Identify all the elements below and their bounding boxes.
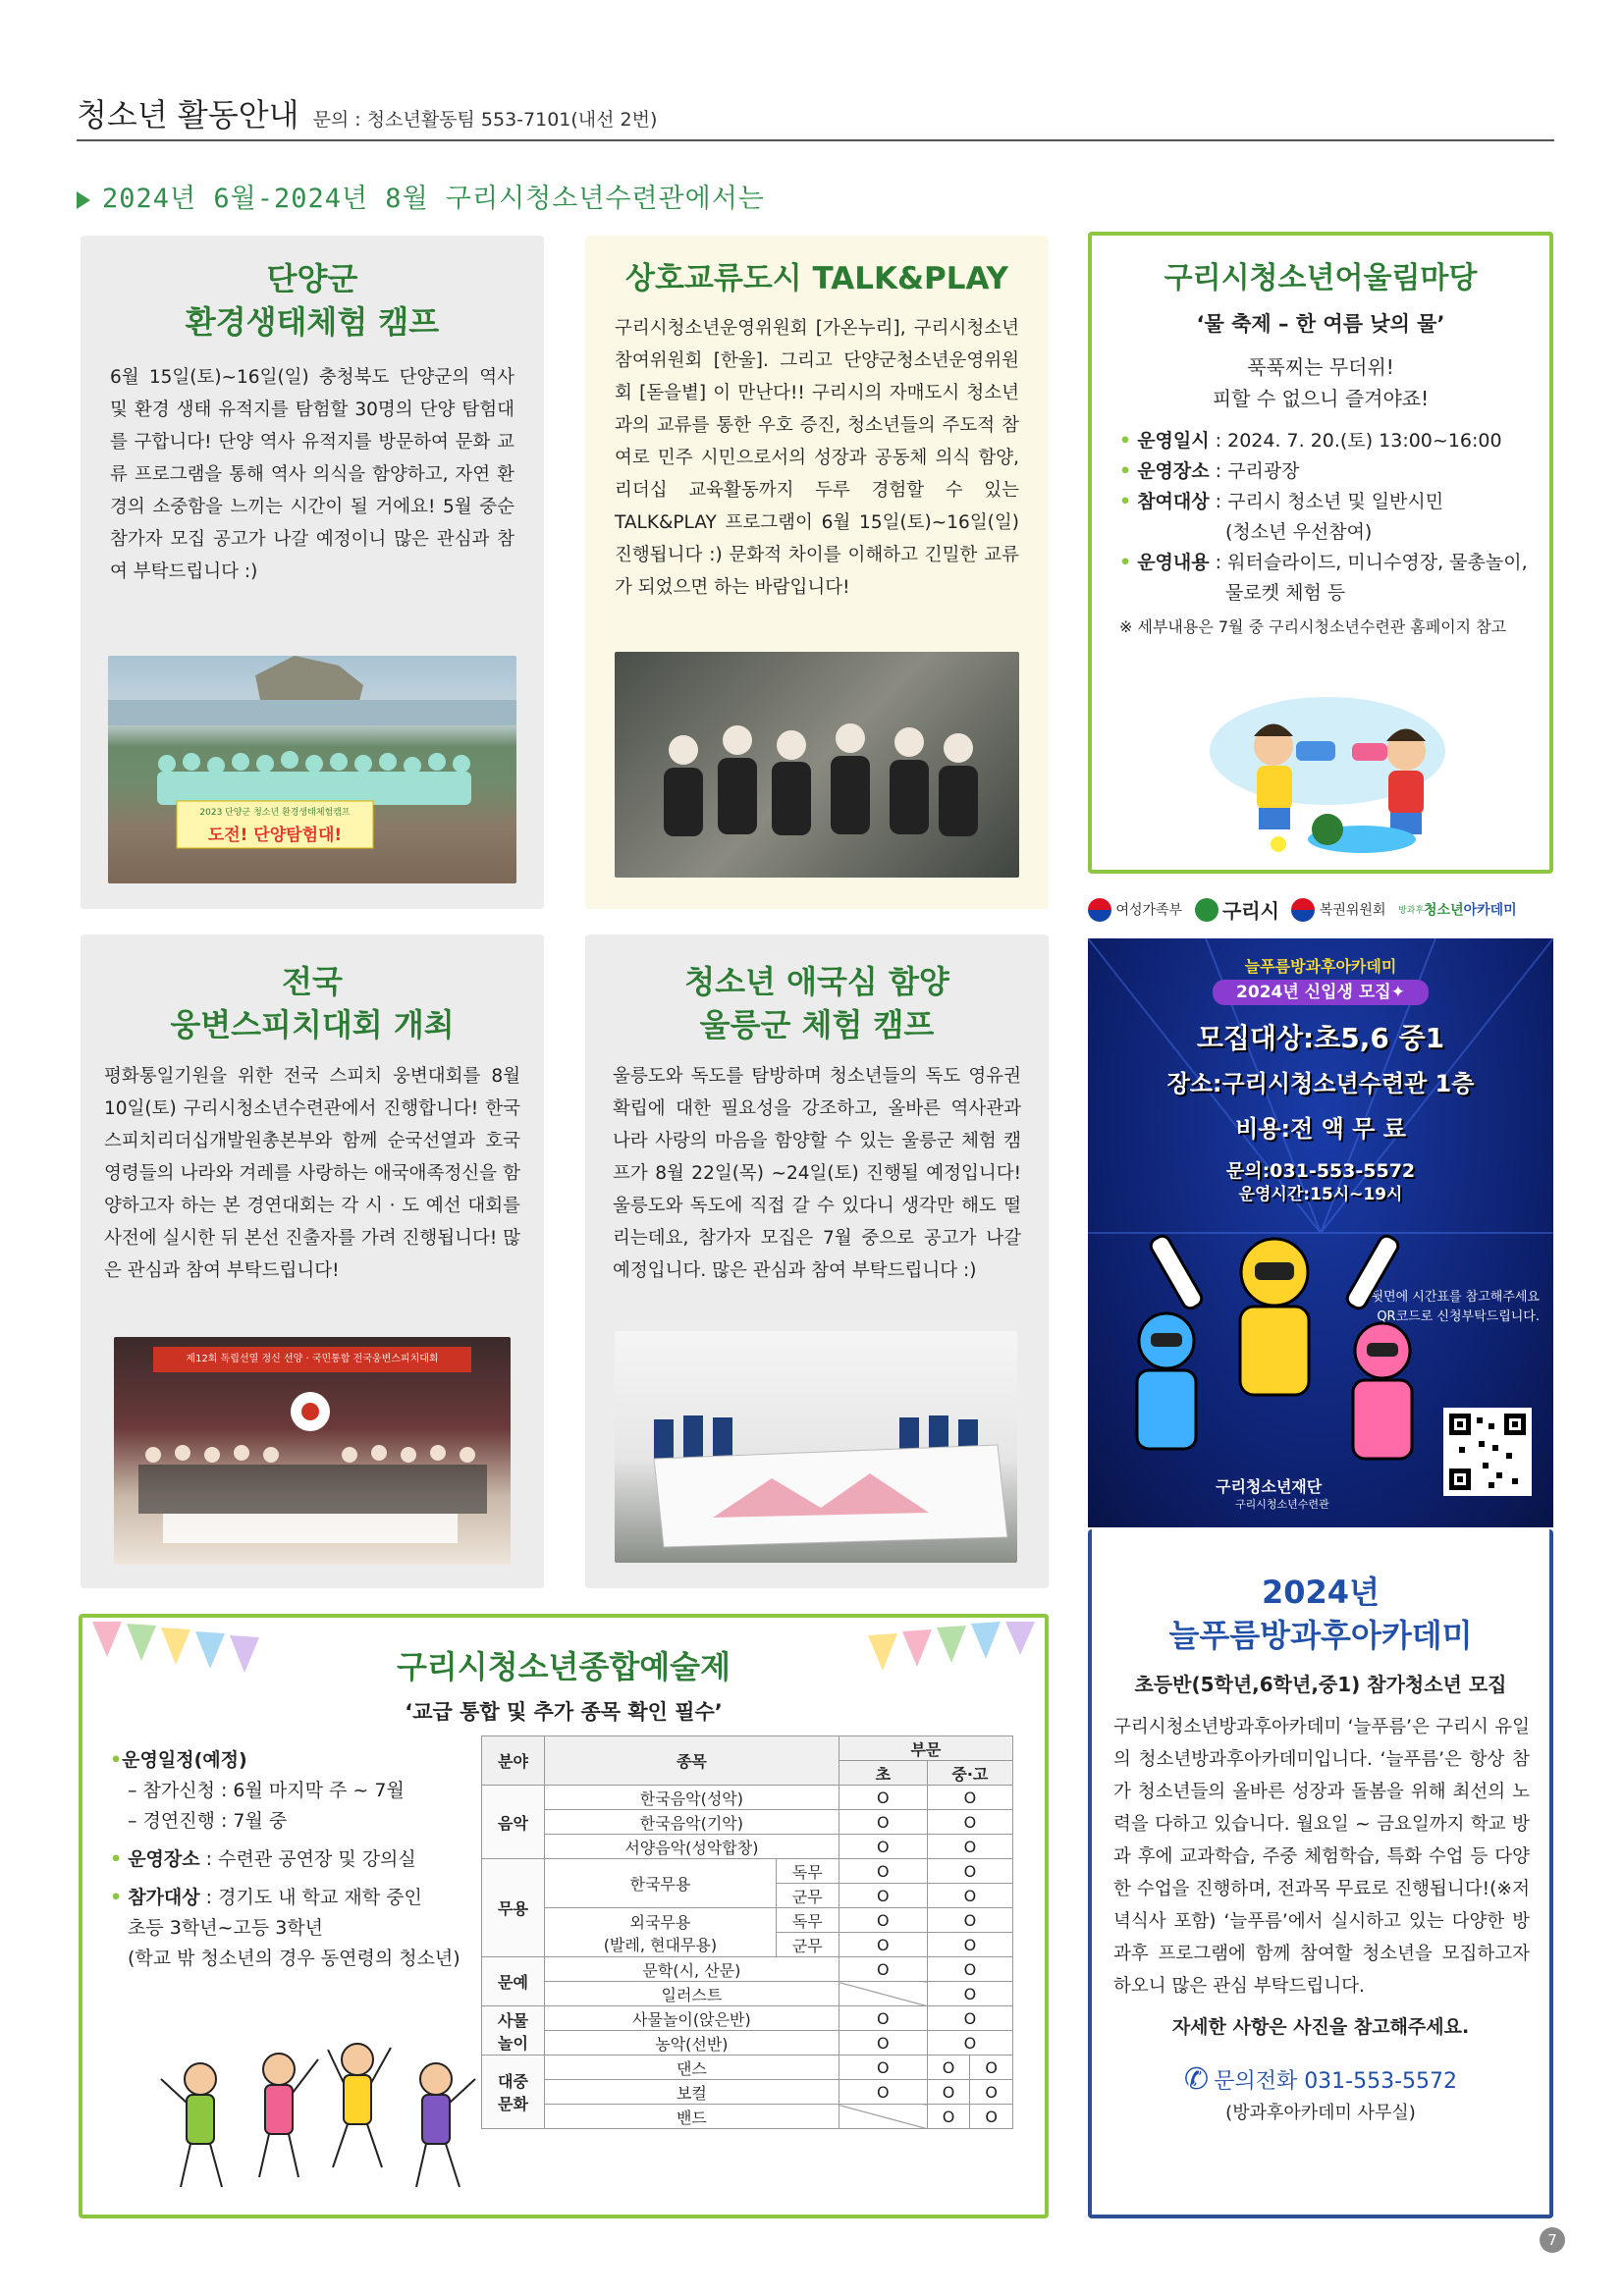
o-mark: O [927, 2031, 1012, 2056]
taegeuk-icon-2 [1291, 898, 1315, 922]
header-contact: 문의 : 청소년활동팀 553-7101(내선 2번) [312, 109, 658, 131]
logo-row [1088, 895, 1553, 933]
oullim-items [1119, 426, 1530, 637]
slogan-line-1: 푹푹찌는 무더위! [1247, 355, 1394, 379]
logo-guri: 구리시 [1221, 899, 1279, 923]
arts-info [110, 1745, 522, 1974]
table-row [482, 1982, 1013, 2006]
th-middle-high: 중·고 [927, 1761, 1012, 1786]
academy-title: 2024년 [1262, 1574, 1380, 1611]
slogan-line-2: 피할 수 없으니 즐겨야죠! [1212, 387, 1430, 410]
bunting-decoration [82, 1618, 1045, 1677]
danyang-title-2: 환경생태체험 캠프 [185, 303, 440, 341]
arts-target-2: 초등 3학년~고등 3학년 [128, 1917, 324, 1939]
ulleung-body: 울릉도와 독도를 탐방하며 청소년들의 독도 영유권 확립에 대한 필요성을 강조하고, 올바른 역사관과 나라 사랑의 마음을 함양할 수 있는 울릉군 체험 캠프가 8월 22일(목) ~24일(토) 진행될 예정입니다! 울릉도와 독도에 직접 갈 수 있다니 생각만 해도 떨리는데요, 참가자 모집은 7월 중으로 공고가 나갈 예정입니다. 많은 관심과 참여 부탁드립니다 :) [613, 1066, 1021, 1281]
poster-top1: 늘푸름방과후아카데미 [1244, 957, 1397, 976]
poster-brand-sub: 구리시청소년수련관 [1235, 1498, 1329, 1511]
speech-title-2: 웅변스피치대회 개최 [170, 1006, 455, 1043]
o-mark: O [839, 2080, 927, 2105]
o-mark: O [839, 1859, 927, 1884]
o-mark: O [927, 1908, 1012, 1933]
o-mark: O [839, 2031, 927, 2056]
o-mark: O [927, 2105, 970, 2129]
o-mark: O [927, 1810, 1012, 1835]
poster-target: 모집대상:초5,6 중1 [1196, 1022, 1445, 1054]
oullim-item-date: • 운영일시 : 2024. 7. 20.(토) 13:00~16:00 [1119, 430, 1502, 452]
th-elementary: 초 [839, 1761, 927, 1786]
academy-box [1088, 1529, 1553, 2218]
table-row [482, 1957, 1013, 1982]
academy-phone: 문의전화 031-553-5572 [1214, 2069, 1458, 2094]
oullim-item-content-sub: 물로켓 체험 등 [1225, 582, 1346, 604]
o-mark: O [970, 2056, 1013, 2080]
poster-hours: 운영시간:15시~19시 [1238, 1185, 1403, 1204]
sub-cell: 독무 [776, 1859, 839, 1884]
poster-brand: 구리청소년재단 [1216, 1477, 1323, 1496]
foreign-dance-2: (발레, 현대무용) [603, 1935, 718, 1954]
item-cell: 농악(선반) [545, 2031, 839, 2056]
item-cell: 일러스트 [545, 1982, 839, 2006]
cat-samul [482, 2006, 545, 2056]
empty-cell [839, 1982, 927, 2006]
oullim-slogan [1092, 351, 1549, 414]
item-cell: 한국무용 [545, 1859, 777, 1908]
academy-office: (방과후아카데미 사무실) [1225, 2103, 1416, 2123]
period-heading [77, 177, 765, 215]
academy-title-2: 늘푸름방과후아카데미 [1168, 1617, 1473, 1654]
o-mark: O [839, 1786, 927, 1810]
academy-body: 구리시청소년방과후아카데미 ‘늘푸름’은 구리시 유일의 청소년방과후아카데미입니다. ‘늘푸름’은 항상 참가 청소년들의 올바른 성장과 돌봄을 위해 최선의 노력을 다하고 있습니다. 월요일 ~ 금요일까지 학교 방과 후에 교과학습, 주중 체험학습, 특화 수업 등 다양한 수업을 진행하며, 전과목 무료로 진행됩니다!(※저녁식사 포함) ‘늘푸름’에서 실시하고 있는 다양한 방과후 프로그램에 함께 참여할 청소년을 모집하고자 하오니 많은 관심 부탁드립니다. [1113, 1717, 1530, 1997]
oullim-title: 구리시청소년어울림마당 [1164, 261, 1478, 295]
arts-box [79, 1614, 1049, 2218]
ulleung-box [585, 934, 1049, 1588]
qr-code-icon [1443, 1408, 1532, 1496]
academy-poster [1088, 938, 1553, 1527]
o-mark: O [839, 2006, 927, 2031]
header-title: 청소년 활동안내 [77, 96, 299, 133]
table-row [482, 2006, 1013, 2031]
o-mark: O [927, 1933, 1012, 1957]
oullim-item-place: • 운영장소 : 구리광장 [1119, 460, 1300, 482]
item-cell: 댄스 [545, 2056, 839, 2080]
oullim-subtitle: ‘물 축제 – 한 여름 낮의 물’ [1196, 312, 1445, 336]
o-mark: O [839, 1810, 927, 1835]
speech-title: 전국 [282, 963, 343, 1000]
o-mark: O [839, 1835, 927, 1859]
cat-pop-2: 문화 [498, 2095, 528, 2113]
arts-apply: – 참가신청 : 6월 마지막 주 ~ 7월 [128, 1780, 405, 1801]
sub-cell: 군무 [776, 1933, 839, 1957]
poster-cost: 비용:전 액 무 료 [1235, 1115, 1406, 1143]
ulleung-photo [615, 1331, 1017, 1563]
o-mark: O [927, 1957, 1012, 1982]
group-photo-drawing [615, 652, 1019, 878]
cat-popular [482, 2056, 545, 2129]
oullim-item-target: • 참여대상 : 구리시 청소년 및 일반시민 [1119, 491, 1444, 512]
oullim-item-content: • 운영내용 : 워터슬라이드, 미니수영장, 물총놀이, [1119, 552, 1528, 573]
arts-target-3: (학교 밖 청소년의 경우 동연령의 청소년) [128, 1948, 460, 1969]
cat-samul-2: 놀이 [498, 2033, 528, 2053]
o-mark: O [927, 1786, 1012, 1810]
o-mark: O [927, 1884, 1012, 1908]
item-cell: 서양음악(성악합창) [545, 1835, 839, 1859]
arts-subtitle: ‘교급 통합 및 추가 종목 확인 필수’ [405, 1700, 723, 1724]
item-cell: 문학(시, 산문) [545, 1957, 839, 1982]
taegeuk-icon [1088, 898, 1111, 922]
ulleung-title-2: 울릉군 체험 캠프 [699, 1006, 935, 1043]
o-mark: O [839, 1933, 927, 1957]
logo-academy-big: 청소년 [1424, 902, 1464, 919]
logo-academy: 아카데미 [1463, 902, 1517, 919]
page-header [77, 90, 1554, 141]
qr-pattern [1449, 1414, 1526, 1490]
table-row [482, 2105, 1013, 2129]
period-text: 2024년 6월-2024년 8월 구리시청소년수련관에서는 [102, 184, 765, 214]
o-mark: O [927, 1982, 1012, 2006]
camp-banner-small: 2023 단양군 청소년 환경생태체험캠프 [199, 808, 351, 818]
o-mark: O [970, 2080, 1013, 2105]
item-cell: 보컬 [545, 2080, 839, 2105]
talk-photo [615, 652, 1019, 878]
page-number: 7 [1540, 2227, 1565, 2253]
oullim-note: ※ 세부내용은 7월 중 구리시청소년수련관 홈페이지 참고 [1119, 617, 1507, 636]
talk-body: 구리시청소년운영위원회 [가온누리], 구리시청소년참여위원회 [한울]. 그리고 단양군청소년운영위원회 [돋을볕] 이 만난다!! 구리시의 자매도시 청소년과의 교류를 통한 우호 증진, 청소년들의 주도적 참여로 민주 시민으로서의 성장과 공동체 의식 함양, 리더십 교육활동까지 두루 경험할 수 있는 TALK&PLAY 프로그램이 6월 15일(토)~16일(일) 진행됩니다 :) 문화적 차이를 이해하고 긴밀한 교류가 되었으면 하는 바람입니다! [615, 318, 1019, 598]
arts-title: 구리시청소년종합예술제 [396, 1648, 731, 1685]
th-item: 종목 [545, 1736, 839, 1786]
phone-icon: ✆ [1183, 2062, 1210, 2097]
speech-photo [114, 1337, 511, 1565]
camp-photo-drawing [108, 656, 516, 883]
arts-target: • 참가대상 : 경기도 내 학교 재학 중인 [110, 1887, 422, 1908]
danyang-body: 6월 15일(토)~16일(일) 충청북도 단양군의 역사 및 환경 생태 유적지를 탐험할 30명의 단양 탐험대를 구합니다! 단양 역사 유적지를 방문하여 문화 교류 프로그램을 통해 역사 의식을 함양하고, 자연 환경의 소중함을 느끼는 시간이 될 거에요! 5월 중순 참가자 모집 공고가 나갈 예정이니 많은 관심과 참여 부탁드립니다 :) [110, 367, 514, 582]
speech-banner: 제12회 독립선열 정신 선양 · 국민통합 전국웅변스피치대회 [153, 1347, 471, 1372]
o-mark: O [927, 2006, 1012, 2031]
poster-top2: 2024년 신입생 모집✦ [1213, 980, 1429, 1005]
dancers-illustration [151, 2030, 505, 2197]
talk-box [585, 236, 1049, 909]
rangers-illustration [1108, 1213, 1422, 1508]
arts-place: • 운영장소 : 수련관 공연장 및 강의실 [110, 1848, 416, 1870]
table-row [482, 1859, 1013, 1884]
flag-photo-drawing [615, 1331, 1017, 1563]
oullim-item-target-sub: (청소년 우선참여) [1225, 521, 1373, 543]
arts-run: – 경연진행 : 7월 중 [128, 1810, 288, 1832]
cat-dance: 무용 [482, 1859, 545, 1957]
item-cell: 사물놀이(앉은반) [545, 2006, 839, 2031]
item-cell: 한국음악(성악) [545, 1786, 839, 1810]
cat-music: 음악 [482, 1786, 545, 1859]
table-row [482, 1908, 1013, 1933]
sub-cell: 군무 [776, 1884, 839, 1908]
table-row [482, 2031, 1013, 2056]
cat-pop-1: 대중 [498, 2072, 528, 2091]
foreign-dance-1: 외국무용 [629, 1912, 691, 1932]
o-mark: O [927, 1835, 1012, 1859]
o-mark: O [927, 2080, 970, 2105]
item-cell: 밴드 [545, 2105, 839, 2129]
o-mark: O [970, 2105, 1013, 2129]
o-mark: O [839, 2056, 927, 2080]
o-mark: O [839, 1884, 927, 1908]
danyang-photo [108, 656, 516, 883]
sub-cell: 독무 [776, 1908, 839, 1933]
o-mark: O [839, 1957, 927, 1982]
academy-detail: 자세한 사항은 사진을 참고해주세요. [1171, 2016, 1470, 2038]
ulleung-title: 청소년 애국심 함양 [684, 963, 949, 1000]
cat-samul-1: 사물 [498, 2010, 528, 2030]
danyang-box [81, 236, 544, 909]
camp-banner-big: 도전! 단양탐험대! [207, 826, 343, 845]
academy-subtitle: 초등반(5학년,6학년,중1) 참가청소년 모집 [1134, 1673, 1507, 1696]
o-mark: O [927, 2056, 970, 2080]
logo-academy-small: 방과후 [1397, 906, 1425, 916]
side-note-1: 뒷면에 시간표를 참고해주세요 [1371, 1290, 1540, 1305]
th-division: 부문 [839, 1736, 1012, 1761]
academy-phone-row [1092, 2062, 1549, 2097]
poster-contact: 문의:031-553-5572 [1225, 1160, 1416, 1182]
o-mark: O [927, 1859, 1012, 1884]
th-field: 분야 [482, 1736, 545, 1786]
logo-lottery: 복권위원회 [1319, 902, 1386, 919]
o-mark: O [839, 1908, 927, 1933]
speech-box [81, 934, 544, 1588]
side-note-2: QR코드로 신청부탁드립니다. [1377, 1309, 1540, 1324]
water-fight-illustration [1180, 682, 1475, 859]
oullim-box [1088, 232, 1553, 874]
item-cell: 한국음악(기악) [545, 1810, 839, 1835]
speech-body: 평화통일기원을 위한 전국 스피치 웅변대회를 8월 10일(토) 구리시청소년수련관에서 진행합니다! 한국스피치리더십개발원총본부와 함께 순국선열과 호국영령들의 나라와 겨레를 사랑하는 애국애족정신을 함양하고자 하는 본 경연대회는 각 시 · 도 예선 대회를 사전에 실시한 뒤 본선 진출자를 가려 진행됩니다! 많은 관심과 참여 부탁드립니다! [104, 1066, 520, 1281]
table-row [482, 2056, 1013, 2080]
table-row [482, 1786, 1013, 1810]
guri-logo-icon [1195, 898, 1218, 922]
table-row [482, 2080, 1013, 2105]
danyang-title: 단양군 [266, 260, 358, 297]
item-cell-foreign [545, 1908, 777, 1957]
arts-table [481, 1735, 1013, 2129]
talk-title: 상호교류도시 TALK&PLAY [625, 261, 1008, 296]
table-row [482, 1810, 1013, 1835]
cat-literature: 문예 [482, 1957, 545, 2006]
arts-schedule: •운영일정(예정) [110, 1749, 247, 1771]
poster-place: 장소:구리시청소년수련관 1층 [1166, 1070, 1475, 1097]
table-row [482, 1835, 1013, 1859]
empty-cell [839, 2105, 927, 2129]
triangle-icon [77, 191, 90, 209]
logo-mogef: 여성가족부 [1115, 902, 1183, 919]
